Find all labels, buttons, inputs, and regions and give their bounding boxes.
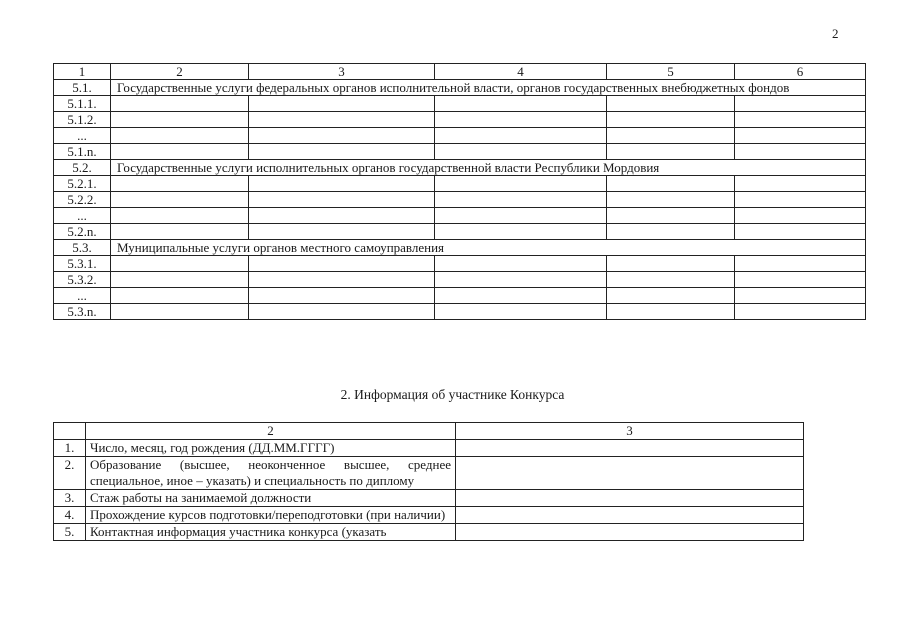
empty-cell: [435, 288, 607, 304]
value-cell: [456, 507, 804, 524]
empty-cell: [735, 144, 866, 160]
empty-cell: [607, 224, 735, 240]
empty-cell: [607, 176, 735, 192]
empty-cell: [607, 96, 735, 112]
section-title: Муниципальные услуги органов местного самоуправления: [111, 240, 866, 256]
empty-cell: [735, 272, 866, 288]
empty-cell: [735, 128, 866, 144]
column-header: 5: [607, 64, 735, 80]
row-number: 5.1.2.: [54, 112, 111, 128]
empty-cell: [111, 272, 249, 288]
table-row: [54, 304, 866, 320]
table-row: [54, 224, 866, 240]
empty-cell: [435, 144, 607, 160]
row-number: 5.1.1.: [54, 96, 111, 112]
empty-cell: [735, 96, 866, 112]
row-number: ...: [54, 128, 111, 144]
row-number: 3.: [54, 490, 86, 507]
empty-cell: [735, 288, 866, 304]
column-header: 1: [54, 64, 111, 80]
column-header: 4: [435, 64, 607, 80]
empty-cell: [435, 96, 607, 112]
empty-cell: [111, 208, 249, 224]
empty-cell: [435, 176, 607, 192]
column-header: 2: [111, 64, 249, 80]
empty-cell: [607, 304, 735, 320]
row-description: Контактная информация участника конкурса (указать: [86, 524, 456, 541]
row-number: 5.2.2.: [54, 192, 111, 208]
row-number: 5.3.n.: [54, 304, 111, 320]
table-row: [54, 440, 804, 457]
empty-cell: [735, 192, 866, 208]
empty-cell: [111, 192, 249, 208]
empty-cell: [111, 144, 249, 160]
services-table: [53, 63, 866, 320]
empty-cell: [249, 256, 435, 272]
column-header: 3: [456, 423, 804, 440]
table-row: [54, 144, 866, 160]
table-row: [54, 192, 866, 208]
empty-cell: [111, 112, 249, 128]
participant-info-table: [53, 422, 804, 541]
empty-cell: [249, 288, 435, 304]
empty-cell: [607, 288, 735, 304]
section-row: [54, 80, 866, 96]
empty-cell: [111, 176, 249, 192]
row-description: Стаж работы на занимаемой должности: [86, 490, 456, 507]
empty-cell: [435, 192, 607, 208]
section-heading: 2. Информация об участнике Конкурса: [340, 387, 565, 402]
table-row: [54, 176, 866, 192]
empty-cell: [607, 112, 735, 128]
row-number: 4.: [54, 507, 86, 524]
table-row: [54, 272, 866, 288]
table-row: [54, 457, 804, 490]
row-description: Число, месяц, год рождения (ДД.ММ.ГГГГ): [86, 440, 456, 457]
empty-cell: [249, 208, 435, 224]
column-header: 3: [249, 64, 435, 80]
row-number: 5.1.n.: [54, 144, 111, 160]
value-cell: [456, 490, 804, 507]
empty-cell: [249, 224, 435, 240]
empty-cell: [111, 128, 249, 144]
row-number: 5.3.1.: [54, 256, 111, 272]
table-row: [54, 256, 866, 272]
section-title: Государственные услуги исполнительных органов государственной власти Республики Мордовия: [111, 160, 866, 176]
empty-cell: [607, 256, 735, 272]
table-row: [54, 208, 866, 224]
section-row: [54, 160, 866, 176]
empty-cell: [249, 192, 435, 208]
section-row: [54, 240, 866, 256]
row-number: ...: [54, 208, 111, 224]
table-header-row: [54, 64, 866, 80]
empty-cell: [111, 256, 249, 272]
table-header-row: [54, 423, 804, 440]
column-header: [54, 423, 86, 440]
empty-cell: [435, 128, 607, 144]
section-number: 5.2.: [54, 160, 111, 176]
empty-cell: [735, 176, 866, 192]
empty-cell: [435, 224, 607, 240]
empty-cell: [249, 272, 435, 288]
row-number: 5.3.2.: [54, 272, 111, 288]
column-header: 6: [735, 64, 866, 80]
empty-cell: [249, 96, 435, 112]
value-cell: [456, 524, 804, 541]
empty-cell: [607, 128, 735, 144]
section-number: 5.1.: [54, 80, 111, 96]
empty-cell: [607, 272, 735, 288]
empty-cell: [607, 208, 735, 224]
value-cell: [456, 440, 804, 457]
row-number: 1.: [54, 440, 86, 457]
column-header: 2: [86, 423, 456, 440]
empty-cell: [735, 224, 866, 240]
empty-cell: [435, 304, 607, 320]
row-number: 5.2.1.: [54, 176, 111, 192]
table-row: [54, 96, 866, 112]
empty-cell: [735, 304, 866, 320]
page-number: 2: [832, 26, 839, 41]
empty-cell: [735, 208, 866, 224]
row-number: 2.: [54, 457, 86, 490]
row-number: 5.: [54, 524, 86, 541]
table-row: [54, 524, 804, 541]
empty-cell: [735, 112, 866, 128]
table-row: [54, 507, 804, 524]
empty-cell: [435, 256, 607, 272]
empty-cell: [111, 304, 249, 320]
section-number: 5.3.: [54, 240, 111, 256]
empty-cell: [111, 288, 249, 304]
empty-cell: [249, 144, 435, 160]
table-row: [54, 112, 866, 128]
table-row: [54, 288, 866, 304]
section-title: Государственные услуги федеральных органов исполнительной власти, органов государственных внебюджетных фондов: [111, 80, 866, 96]
empty-cell: [111, 96, 249, 112]
value-cell: [456, 457, 804, 490]
empty-cell: [435, 208, 607, 224]
empty-cell: [607, 144, 735, 160]
empty-cell: [249, 304, 435, 320]
empty-cell: [735, 256, 866, 272]
empty-cell: [435, 112, 607, 128]
row-description: Прохождение курсов подготовки/переподготовки (при наличии): [86, 507, 456, 524]
table-row: [54, 128, 866, 144]
empty-cell: [607, 192, 735, 208]
empty-cell: [249, 128, 435, 144]
row-number: ...: [54, 288, 111, 304]
row-number: 5.2.n.: [54, 224, 111, 240]
empty-cell: [111, 224, 249, 240]
empty-cell: [249, 112, 435, 128]
empty-cell: [249, 176, 435, 192]
empty-cell: [435, 272, 607, 288]
row-description: Образование (высшее, неоконченное высшее, среднее специальное, иное – указать) и специальность по диплому: [86, 457, 456, 490]
table-row: [54, 490, 804, 507]
